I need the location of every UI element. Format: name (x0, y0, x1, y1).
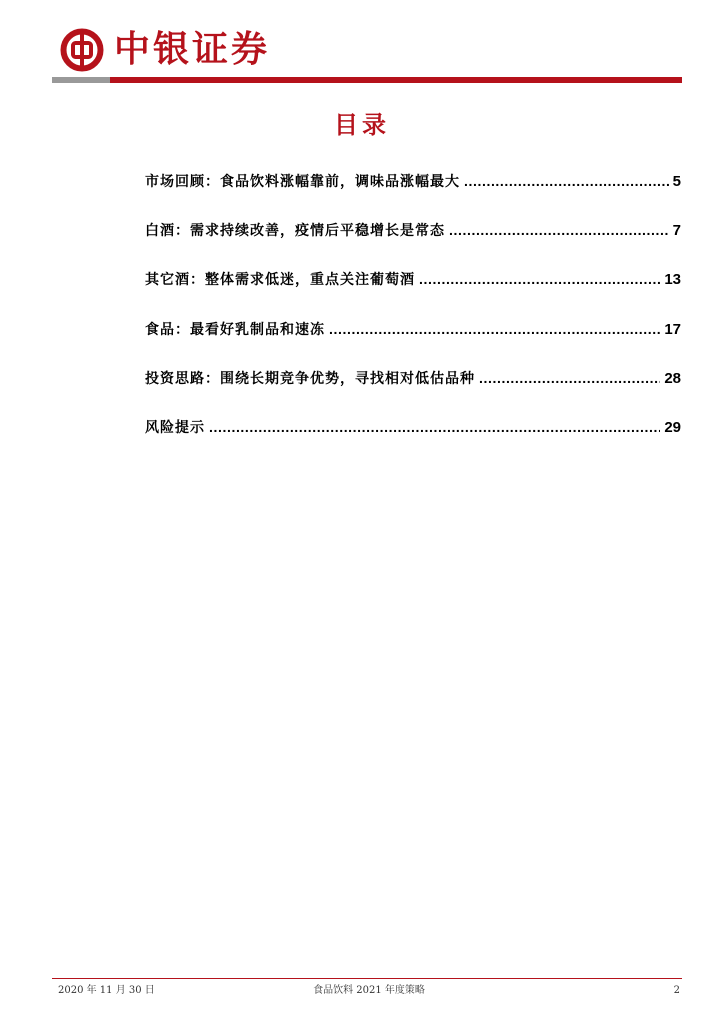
header-rule-accent (52, 77, 110, 83)
brand-name: 中银证券 (114, 28, 271, 70)
table-of-contents (145, 168, 681, 463)
footer-doc-title: 食品饮料 2021 年度策略 (313, 985, 425, 996)
toc-entry-page: 7 (672, 222, 681, 240)
toc-dot-leader (479, 365, 660, 391)
toc-entry-page: 13 (664, 271, 681, 289)
toc-entry-page: 28 (664, 369, 681, 387)
toc-title: 目录 (334, 110, 390, 139)
toc-entry-page: 17 (664, 320, 681, 338)
toc-entry-label: 市场回顾：食品饮料涨幅靠前，调味品涨幅最大 (145, 174, 460, 190)
toc-dot-leader (419, 266, 660, 292)
bank-of-china-logo-icon (60, 28, 104, 72)
toc-entry-page: 29 (664, 418, 681, 436)
toc-entry-label: 投资思路：围绕长期竞争优势，寻找相对低估品种 (145, 370, 475, 387)
toc-entry[interactable] (145, 414, 681, 463)
footer-page-number: 2 (673, 985, 680, 996)
toc-entry[interactable] (145, 168, 681, 217)
toc-entry[interactable] (145, 365, 681, 414)
toc-entry-page: 5 (672, 173, 681, 190)
toc-entry-label: 白酒：需求持续改善，疫情后平稳增长是常态 (145, 223, 445, 240)
page-footer (58, 982, 680, 1000)
toc-entry[interactable] (145, 266, 681, 315)
header-rule (52, 77, 682, 83)
toc-dot-leader (209, 414, 660, 440)
toc-entry[interactable] (145, 217, 681, 266)
toc-dot-leader (329, 316, 660, 342)
toc-entry-label: 风险提示 (145, 419, 205, 436)
toc-entry-label: 食品：最看好乳制品和速冻 (145, 321, 325, 338)
toc-dot-leader (449, 217, 669, 243)
toc-dot-leader (464, 168, 669, 194)
toc-entry-label: 其它酒：整体需求低迷，重点关注葡萄酒 (145, 272, 415, 289)
toc-entry[interactable] (145, 316, 681, 365)
footer-rule (52, 978, 682, 979)
footer-date: 2020 年 11 月 30 日 (58, 985, 155, 996)
